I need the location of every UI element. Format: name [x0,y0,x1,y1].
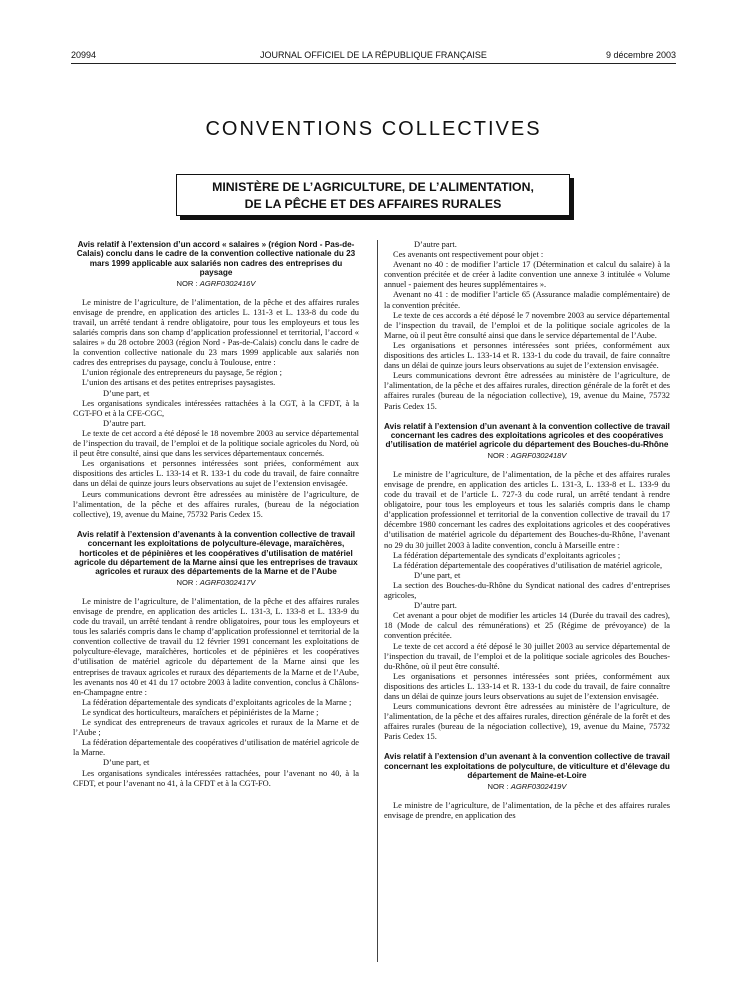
paragraph: La fédération départementale des syndicats d’exploitants agricoles ; [393,550,621,560]
paragraph: Les organisations et personnes intéressées sont priées, conformément aux dispositions des articles L. 133-14 et R. 133-1 du code du travail, de faire connaître dans un délai de quinze jours leurs observations au sujet de l’extension envisagée. [384,340,670,371]
paragraph: Leurs communications devront être adressées au ministère de l’agriculture, de l’alimentation, de la pêche et des affaires rurales, (bureau de la négociation collective), 19, avenue du Maine, 75732 Paris Cedex 15. [73,489,359,519]
nor-reference: NOR : AGRF0302419V [487,781,567,791]
paragraph: Les organisations syndicales intéressées rattachées à la CGT, à la CFDT, à la CGT-FO et à la CFE-CGC, [73,398,359,418]
article-2-continued [384,240,670,412]
column-divider [377,240,378,962]
paragraph: Le texte de cet accord a été déposé le 30 juillet 2003 au service départemental de l’inspection du travail, de l’emploi et de la politique sociale agricoles des Bouches-du-Rhône, où il peut être consulté. [384,641,670,671]
paragraph: Les organisations et personnes intéressées sont priées, conformément aux dispositions des articles L. 133-14 et R. 133-1 du code du travail, de faire connaître dans un délai de quinze jours leurs observations au sujet de l’extension envisagée. [73,459,359,489]
paragraph: La fédération départementale des syndicats d’exploitants agricoles de la Marne ; [82,697,352,707]
paragraph: La section des Bouches-du-Rhône du Syndicat national des cadres d’entreprises agricoles, [384,580,670,601]
paragraph: Le ministre de l’agriculture, de l’alimentation, de la pêche et des affaires rurales envisage de prendre, en application des [384,800,670,820]
left-column [73,240,359,789]
paragraph: D’autre part. [414,601,457,611]
header-rule [71,63,676,64]
nor-reference: NOR : AGRF0302418V [487,450,567,460]
right-column [384,240,670,821]
article-title: Avis relatif à l’extension d’un avenant à la convention collective de travail concernant les exploitations de polyculture, de viticulture et d’élevage du département de Maine-et-Loire [384,752,670,781]
paragraph: D’une part, et [103,388,150,398]
paragraph: D’une part, et [414,570,461,580]
nor-reference: NOR : AGRF0302417V [176,577,256,587]
page-number: 20994 [71,50,97,60]
article-4 [384,752,670,821]
paragraph: Leurs communications devront être adressées au ministère de l’agriculture, de l’alimentation, de la pêche et des affaires rurales, direction générale de la forêt et des affaires rurales (bureau de la négociation collective), 19, avenue du Maine, 75732 Paris Cedex 15. [384,702,670,742]
paragraph: Le syndicat des horticulteurs, maraîchers et pépiniéristes de la Marne ; [82,707,319,717]
article-2 [73,530,359,789]
paragraph: Le texte de cet accord a été déposé le 18 novembre 2003 au service départemental de l’inspection du travail, de l’emploi et de la politique sociale agricoles du Nord, où il peut être consulté, ainsi que dans les services départementaux concernés. [73,428,359,459]
article-title: Avis relatif à l’extension d’avenants à la convention collective de travail concernant les exploitations de polyculture-élevage, maraîchères, horticoles et de pépinières et les coopératives d’utilisation de matériel agricole du département de la Marne ainsi que les entreprises de travaux agricoles et ruraux des départements de la Marne et de l’Aube [74,529,358,577]
article-1 [73,240,359,520]
paragraph: Le ministre de l’agriculture, de l’alimentation, de la pêche et des affaires rurales envisage de prendre, en application des articles L. 131-3 et L. 133-8 du code du travail, un arrêté tendant à rendre obligatoire, pour tous les employeurs et tous les salariés compris dans son champ d’application professionnel et territorial, l’accord « salaires » du 28 octobre 2003 (région Nord - Pas-de-Calais) conclu dans le cadre de la convention collective nationale du 23 mars 1999 applicable aux salariés non cadres des entreprises du paysage, conclu à Toulouse, entre : [73,297,359,368]
nor-reference: NOR : AGRF0302416V [176,278,256,288]
paragraph: D’une part, et [103,758,150,768]
paragraph: La fédération départementale des coopératives d’utilisation de matériel agricole de la Marne. [73,738,359,758]
section-title: CONVENTIONS COLLECTIVES [205,118,542,140]
issue-date: 9 décembre 2003 [605,50,676,60]
paragraph: Le ministre de l’agriculture, de l’alimentation, de la pêche et des affaires rurales envisage de prendre, en application des articles L. 131-3, L. 133-8 et L. 133-9 du code du travail et de l’article L. 727-3 du code rural, un arrêté tendant à rendre obligatoire, pour tous les employeurs et tous les salariés compris dans le champ d’application professionnel et territorial de la convention collective de travail du 17 décembre 1980 concernant les cadres des exploitations agricoles et des coopératives d’utilisation de matériel agricole du département des Bouches-du-Rhône, l’avenant no 29 du 30 juillet 2003 à ladite convention, conclu à Marseille entre : [384,469,670,550]
paragraph: D’autre part. [103,418,146,428]
ministry-line-1: MINISTÈRE DE L’AGRICULTURE, DE L’ALIMENTATION, [212,180,534,194]
paragraph: Avenant no 40 : de modifier l’article 17 (Détermination et calcul du salaire) à la convention précitée et de créer à ladite convention une annexe 3 intitulée « Volume annuel - paiement des heures supplémentaires ». [384,260,670,290]
paragraph: D’autre part. [414,240,457,249]
paragraph: Les organisations et personnes intéressées sont priées, conformément aux dispositions des articles L. 133-14 et R. 133-1 du code du travail, de faire connaître dans un délai de quinze jours leurs observations au sujet de l’extension envisagée. [384,671,670,701]
article-title: Avis relatif à l’extension d’un avenant à la convention collective de travail concernant les cadres des exploitations agricoles et des coopératives d’utilisation de matériel agricole du département des Bouches-du-Rhône [384,421,670,450]
paragraph: Le ministre de l’agriculture, de l’alimentation, de la pêche et des affaires rurales envisage de prendre, en application des articles L. 131-3, L. 133-8 et L. 133-9 du code du travail, un arrêté tendant à rendre obligatoires, pour tous les employeurs et tous les salariés compris dans le champ d’application professionnel et territorial de la convention collective de travail du 12 février 1991 concernant les exploitations de polyculture-élevage, maraîchères, horticoles et de pépinières et les coopératives d’utilisation de matériel agricole du département de la Marne ainsi que les entreprises de travaux agricoles et ruraux des départements de la Marne et de l’Aube, les avenants nos 40 et 41 du 17 octobre 2003 à ladite convention, conclus à Châlons-en-Champagne entre : [73,596,359,697]
paragraph: L’union régionale des entrepreneurs du paysage, 5e région ; [82,368,282,378]
paragraph: L’union des artisans et des petites entreprises paysagistes. [82,378,276,388]
paragraph: Ces avenants ont respectivement pour objet : [393,250,544,260]
paragraph: Leurs communications devront être adressées au ministère de l’agriculture, de l’alimentation, de la pêche et des affaires rurales, direction générale de la forêt et des affaires rurales (bureau de la négociation collective), 19, avenue du Maine, 75732 Paris Cedex 15. [384,371,670,411]
paragraph: Avenant no 41 : de modifier l’article 65 (Assurance maladie complémentaire) de la convention précitée. [384,290,670,310]
paragraph: La fédération départementale des coopératives d’utilisation de matériel agricole, [393,560,663,570]
paragraph: Le texte de ces accords a été déposé le 7 novembre 2003 au service départemental de l’inspection du travail, de l’emploi et de la politique sociale agricoles de la Marne, où il peut être consulté ainsi que dans le service départemental de l’Aube. [384,310,670,340]
paragraph: Les organisations syndicales intéressées rattachées, pour l’avenant no 40, à la CFDT, et pour l’avenant no 41, à la CFDT et à la CGT-FO. [73,768,359,788]
ministry-box [176,174,570,216]
paragraph: Cet avenant a pour objet de modifier les articles 14 (Durée du travail des cadres), 18 (Mode de calcul des rémunérations) et 25 (Régime de prévoyance) de la convention précitée. [384,611,670,641]
article-3 [384,422,670,743]
paragraph: Le syndicat des entrepreneurs de travaux agricoles et ruraux de la Marne et de l’Aube ; [73,718,359,738]
ministry-line-2: DE LA PÊCHE ET DES AFFAIRES RURALES [244,197,502,211]
journal-title: JOURNAL OFFICIEL DE LA RÉPUBLIQUE FRANÇAISE [260,50,487,60]
article-title: Avis relatif à l’extension d’un accord « salaires » (région Nord - Pas-de-Calais) conclu dans le cadre de la convention collective nationale du 23 mars 1999 applicable aux salariés non cadres des entreprises du paysage [76,240,356,278]
